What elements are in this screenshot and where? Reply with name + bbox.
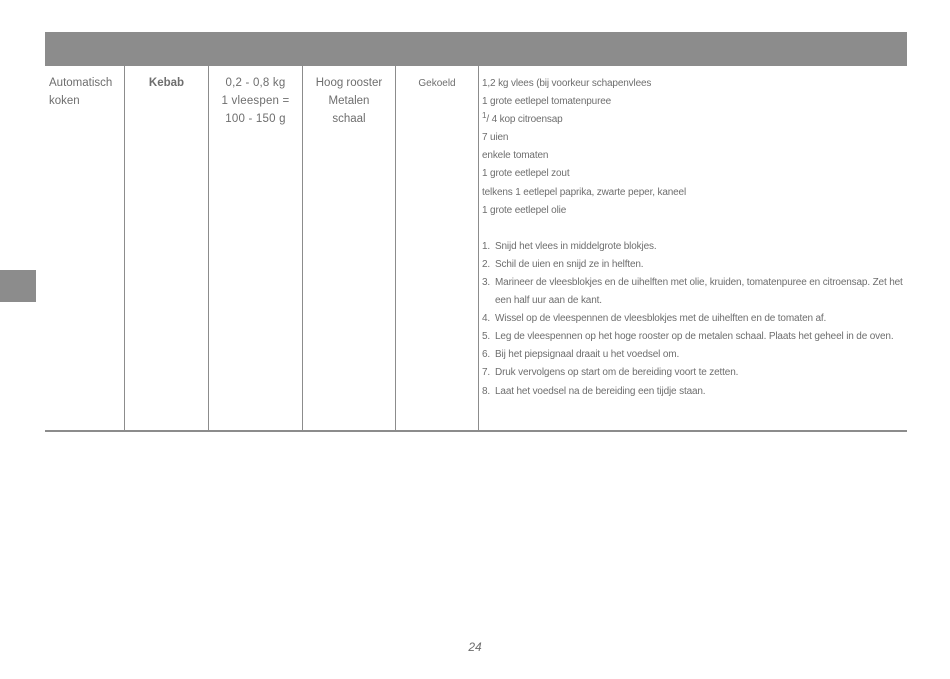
food-type-cell <box>396 66 479 430</box>
side-tab-marker <box>0 270 36 302</box>
step-text: Snijd het vlees in middelgrote blokjes. <box>495 240 657 252</box>
step-text: Druk vervolgens op start om de bereiding voort te zetten. <box>495 367 739 379</box>
category-line-2: koken <box>49 95 80 107</box>
quantity-line-3: 100 - 150 g <box>225 113 286 125</box>
step-text: Schil de uien en snijd ze in helften. <box>495 258 644 270</box>
step-text: Laat het voedsel na de bereiding een tijdje staan. <box>495 385 706 397</box>
ingredient-item: 1,2 kg vlees (bij voorkeur schapenvlees <box>482 78 652 89</box>
ingredient-item: 1 grote eetlepel olie <box>482 204 567 216</box>
step-item <box>482 383 907 401</box>
step-item <box>482 364 907 382</box>
instructions-cell <box>479 66 907 430</box>
step-number: 2. <box>482 258 491 270</box>
quantity-line-2: 1 vleespen = <box>221 95 290 107</box>
recipe-table <box>45 66 907 432</box>
ingredient-item: 1 grote eetlepel tomatenpuree <box>482 96 612 108</box>
step-item <box>482 328 907 346</box>
ingredient-item: 7 uien <box>482 132 509 144</box>
ingredient-text: / 4 kop citroensap <box>486 114 563 126</box>
quantity-line-1: 0,2 - 0,8 kg <box>225 77 286 89</box>
fraction-numerator: 1 <box>482 111 487 121</box>
ingredient-item: telkens 1 eetlepel paprika, zwarte peper, kaneel <box>482 186 687 198</box>
step-number: 5. <box>482 331 491 343</box>
accessory-line-3: schaal <box>332 113 366 125</box>
step-text: Leg de vleespennen op het hoge rooster op de metalen schaal. Plaats het geheel in de oven. <box>495 331 894 343</box>
ingredient-item: enkele tomaten <box>482 150 549 162</box>
step-number: 1. <box>482 240 491 252</box>
step-text: Marineer de vleesblokjes en de uihelften met olie, kruiden, tomatenpuree en citroensap. Zet het een half uur aan de kant. <box>495 276 903 307</box>
spacer <box>482 220 907 238</box>
dish-cell <box>125 66 209 430</box>
table-header-bar <box>45 32 907 66</box>
category-cell <box>45 66 125 430</box>
step-item <box>482 238 907 256</box>
step-number: 4. <box>482 313 491 325</box>
accessory-line-1: Hoog rooster <box>315 77 383 89</box>
category-line-1: Automatisch <box>49 77 113 89</box>
ingredient-item: 1 grote eetlepel zout <box>482 168 570 180</box>
step-number: 3. <box>482 276 491 288</box>
step-item <box>482 274 907 310</box>
step-text: Bij het piepsignaal draait u het voedsel om. <box>495 349 680 361</box>
accessory-cell <box>303 66 396 430</box>
accessory-line-2: Metalen <box>328 95 370 107</box>
page-number: 24 <box>468 640 482 654</box>
step-text: Wissel op de vleespennen de vleesblokjes met de uihelften en de tomaten af. <box>495 313 827 325</box>
ingredient-item <box>482 111 907 129</box>
step-number: 6. <box>482 349 491 361</box>
dish-name: Kebab <box>148 77 185 89</box>
step-number: 7. <box>482 367 491 379</box>
step-item <box>482 256 907 274</box>
step-item <box>482 310 907 328</box>
food-type: Gekoeld <box>418 78 456 89</box>
quantity-cell <box>209 66 303 430</box>
step-item <box>482 346 907 364</box>
step-number: 8. <box>482 385 491 397</box>
